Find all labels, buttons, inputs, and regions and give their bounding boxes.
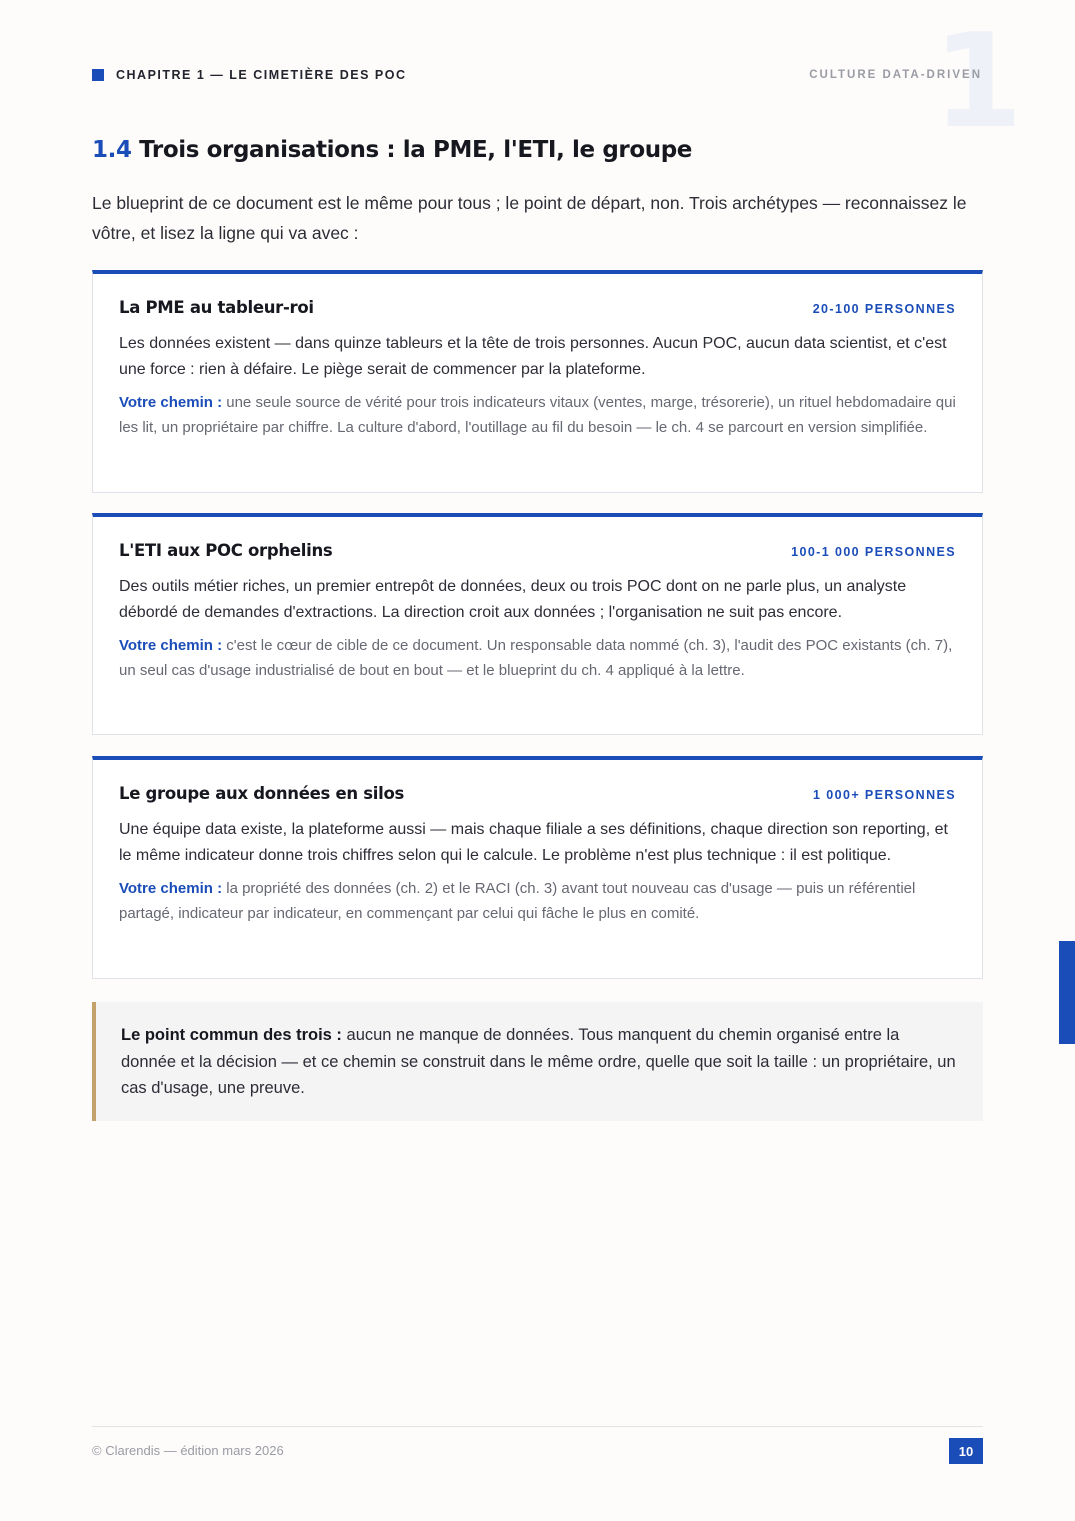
card-description: Les données existent — dans quinze tableurs et la tête de trois personnes. Aucun POC, aucun data scientist, et c'est une force : rien à défaire. Le piège serait de commencer par la plateforme. [119, 335, 947, 378]
footer-copyright: © Clarendis — édition mars 2026 [92, 1443, 284, 1458]
chapter-title: CHAPITRE 1 — LE CIMETIÈRE DES POC [116, 68, 407, 82]
chapter-side-tab [1059, 941, 1075, 1044]
card-path-label: Votre chemin : [119, 637, 223, 654]
card-path-text: la propriété des données (ch. 2) et le RACI (ch. 3) avant tout nouveau cas d'usage — puis un référentiel partagé, indicateur par indicateur, en commençant par celui qui fâche le plus en comité. [119, 880, 916, 922]
card-badge: 100-1 000 PERSONNES [791, 545, 956, 559]
card-description: Des outils métier riches, un premier entrepôt de données, deux ou trois POC dont on ne parle plus, un analyste débordé de demandes d'extractions. La direction croit aux données ; l'organisation ne suit pas encore. [119, 578, 907, 621]
card-path [119, 633, 956, 683]
card-path-label: Votre chemin : [119, 880, 223, 897]
card-path [119, 876, 956, 926]
card-pme [92, 270, 983, 493]
card-path-text: c'est le cœur de cible de ce document. Un responsable data nommé (ch. 3), l'audit des POC existants (ch. 7), un seul cas d'usage industrialisé de bout en bout — et le blueprint du ch. 4 appliqué à la lettre. [119, 637, 953, 679]
chapter-square-icon [92, 69, 104, 81]
card-path-label: Votre chemin : [119, 394, 223, 411]
card-groupe [92, 756, 983, 979]
card-title: La PME au tableur-roi [119, 298, 314, 317]
section-number: 1.4 [92, 137, 132, 163]
card-eti [92, 513, 983, 735]
card-title: L'ETI aux POC orphelins [119, 541, 333, 560]
callout-body: aucun ne manque de données. Tous manquent du chemin organisé entre la donnée et la décision — et ce chemin se construit dans le même ordre, quelle que soit la taille : un propriétaire, un cas d'usage, une preuve. [121, 1026, 956, 1097]
card-path [119, 390, 956, 440]
chapter-number-watermark: 1 [932, 5, 1023, 157]
card-badge: 1 000+ PERSONNES [813, 788, 956, 802]
chapter-marker [92, 68, 407, 82]
page-number: 10 [949, 1438, 983, 1464]
card-path-text: une seule source de vérité pour trois indicateurs vitaux (ventes, marge, trésorerie), un rituel hebdomadaire qui les lit, un propriétaire par chiffre. La culture d'abord, l'outillage au fil du besoin — le ch. 4 se parcourt en version simplifiée. [119, 394, 956, 436]
page-header [92, 66, 982, 84]
card-header [119, 541, 956, 560]
footer-divider [92, 1426, 983, 1427]
card-badge: 20-100 PERSONNES [812, 302, 956, 316]
callout-box [92, 1002, 983, 1121]
section-title [92, 137, 692, 163]
callout-text [121, 1022, 957, 1102]
card-header [119, 298, 956, 317]
section-title-text: Trois organisations : la PME, l'ETI, le groupe [139, 137, 692, 163]
section-intro: Le blueprint de ce document est le même pour tous ; le point de départ, non. Trois archétypes — reconnaissez le vôtre, et lisez la ligne qui va avec : [92, 193, 967, 243]
card-description: Une équipe data existe, la plateforme aussi — mais chaque filiale a ses définitions, chaque direction son reporting, et le même indicateur donne trois chiffres selon qui le calcule. Le problème n'est plus technique : il est politique. [119, 821, 948, 864]
card-title: Le groupe aux données en silos [119, 784, 405, 803]
callout-label: Le point commun des trois : [121, 1026, 342, 1044]
running-head: CULTURE DATA-DRIVEN [809, 69, 982, 81]
card-header [119, 784, 956, 803]
